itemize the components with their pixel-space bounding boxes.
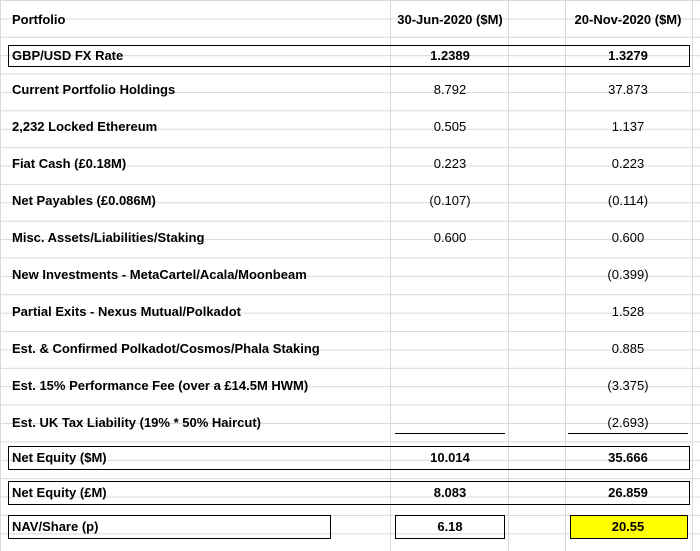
row-value-misc-assets-jun[interactable]: 0.600: [433, 230, 467, 245]
row-value-locked-ethereum-nov[interactable]: 1.137: [611, 119, 645, 134]
row-value-portfolio-holdings-jun[interactable]: 8.792: [433, 82, 467, 97]
row-label-misc-assets[interactable]: Misc. Assets/Liabilities/Staking: [12, 230, 205, 245]
row-value-performance-fee-nov[interactable]: (3.375): [607, 378, 649, 393]
row-value-fx-rate-nov[interactable]: 1.3279: [608, 48, 648, 63]
row-value-nav-share-jun[interactable]: 6.18: [437, 519, 463, 534]
row-label-partial-exits[interactable]: Partial Exits - Nexus Mutual/Polkadot: [12, 304, 241, 319]
row-value-net-equity-usd-jun[interactable]: 10.014: [430, 450, 470, 465]
row-value-partial-exits-nov[interactable]: 1.528: [611, 304, 645, 319]
row-value-fx-rate-jun[interactable]: 1.2389: [430, 48, 470, 63]
row-value-locked-ethereum-jun[interactable]: 0.505: [433, 119, 467, 134]
row-label-new-investments[interactable]: New Investments - MetaCartel/Acala/Moonbeam: [12, 267, 307, 282]
row-value-net-equity-gbp-jun[interactable]: 8.083: [433, 485, 467, 500]
row-label-uk-tax[interactable]: Est. UK Tax Liability (19% * 50% Haircut): [12, 415, 261, 430]
row-label-net-payables[interactable]: Net Payables (£0.086M): [12, 193, 156, 208]
header-col-30-jun[interactable]: 30-Jun-2020 ($M): [397, 12, 503, 27]
grid-col-line: [692, 0, 693, 551]
row-label-locked-ethereum[interactable]: 2,232 Locked Ethereum: [12, 119, 158, 134]
row-label-net-equity-usd[interactable]: Net Equity ($M): [12, 450, 107, 465]
row-label-fiat-cash[interactable]: Fiat Cash (£0.18M): [12, 156, 127, 171]
row-label-portfolio-holdings[interactable]: Current Portfolio Holdings: [12, 82, 176, 97]
subtotal-underline: [568, 433, 688, 434]
row-value-uk-tax-nov[interactable]: (2.693): [607, 415, 649, 430]
row-value-portfolio-holdings-nov[interactable]: 37.873: [608, 82, 648, 97]
row-value-net-payables-jun[interactable]: (0.107): [429, 193, 471, 208]
row-value-net-equity-usd-nov[interactable]: 35.666: [608, 450, 648, 465]
row-label-fx-rate[interactable]: GBP/USD FX Rate: [12, 48, 124, 63]
row-value-net-payables-nov[interactable]: (0.114): [607, 193, 649, 208]
subtotal-underline: [395, 433, 505, 434]
row-value-nav-share-nov[interactable]: 20.55: [611, 519, 645, 534]
header-col-20-nov[interactable]: 20-Nov-2020 ($M): [574, 12, 682, 27]
row-value-net-equity-gbp-nov[interactable]: 26.859: [608, 485, 648, 500]
row-value-staking-nov[interactable]: 0.885: [611, 341, 645, 356]
row-value-new-investments-nov[interactable]: (0.399): [607, 267, 649, 282]
row-label-net-equity-gbp[interactable]: Net Equity (£M): [12, 485, 107, 500]
row-value-fiat-cash-nov[interactable]: 0.223: [611, 156, 645, 171]
row-label-performance-fee[interactable]: Est. 15% Performance Fee (over a £14.5M HWM): [12, 378, 309, 393]
row-label-staking[interactable]: Est. & Confirmed Polkadot/Cosmos/Phala Staking: [12, 341, 320, 356]
row-value-misc-assets-nov[interactable]: 0.600: [611, 230, 645, 245]
header-portfolio[interactable]: Portfolio: [12, 12, 66, 27]
row-label-nav-share[interactable]: NAV/Share (p): [12, 519, 99, 534]
row-value-fiat-cash-jun[interactable]: 0.223: [433, 156, 467, 171]
